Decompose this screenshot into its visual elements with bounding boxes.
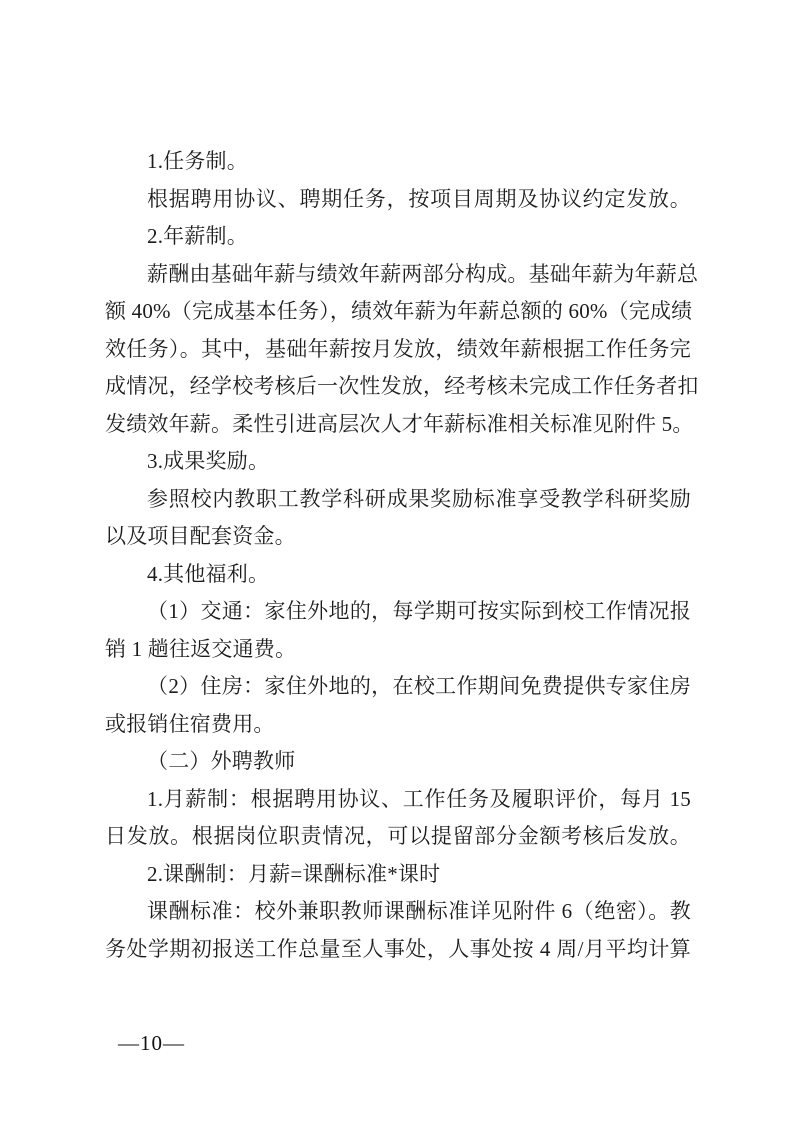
text-line: 务处学期初报送工作总量至人事处，人事处按 4 周/月平均计算 (105, 936, 691, 961)
text-line: 1.任务制。 (147, 149, 248, 173)
text-line: （2）住房：家住外地的，在校工作期间免费提供专家住房 (147, 674, 691, 698)
text-line: 或报销住宿费用。 (105, 711, 275, 736)
page-number: —10— (118, 1031, 185, 1055)
text-line: 销 1 趟往返交通费。 (105, 636, 297, 661)
text-line: 以及项目配套资金。 (105, 524, 296, 548)
text-line: 1.月薪制：根据聘用协议、工作任务及履职评价，每月 15 (147, 786, 691, 811)
text-line: 课酬标准：校外兼职教师课酬标准详见附件 6（绝密）。教 (147, 899, 691, 923)
text-line: 效任务）。其中，基础年薪按月发放，绩效年薪根据工作任务完 (105, 336, 691, 361)
text-line: 根据聘用协议、聘期任务，按项目周期及协议约定发放。 (147, 186, 691, 211)
text-line: 3.成果奖励。 (147, 449, 270, 473)
document-body (105, 143, 699, 968)
text-line: 2.年薪制。 (147, 224, 248, 248)
text-line: （1）交通：家住外地的，每学期可按实际到校工作情况报 (147, 599, 691, 623)
text-line: 薪酬由基础年薪与绩效年薪两部分构成。基础年薪为年薪总 (147, 261, 699, 286)
text-line: 2.课酬制：月薪=课酬标准*课时 (147, 861, 441, 886)
text-line: 参照校内教职工教学科研成果奖励标准享受教学科研奖励 (147, 486, 691, 511)
text-line: 额 40%（完成基本任务），绩效年薪为年薪总额的 60%（完成绩 (105, 299, 693, 323)
text-line: 成情况，经学校考核后一次性发放，经考核未完成工作任务者扣 (105, 374, 699, 398)
text-line: 发绩效年薪。柔性引进高层次人才年薪标准相关标准见附件 5。 (105, 411, 694, 436)
text-line: 日发放。根据岗位职责情况，可以提留部分金额考核后发放。 (105, 824, 691, 848)
text-line: 4.其他福利。 (147, 561, 270, 586)
text-line: （二）外聘教师 (147, 749, 296, 773)
